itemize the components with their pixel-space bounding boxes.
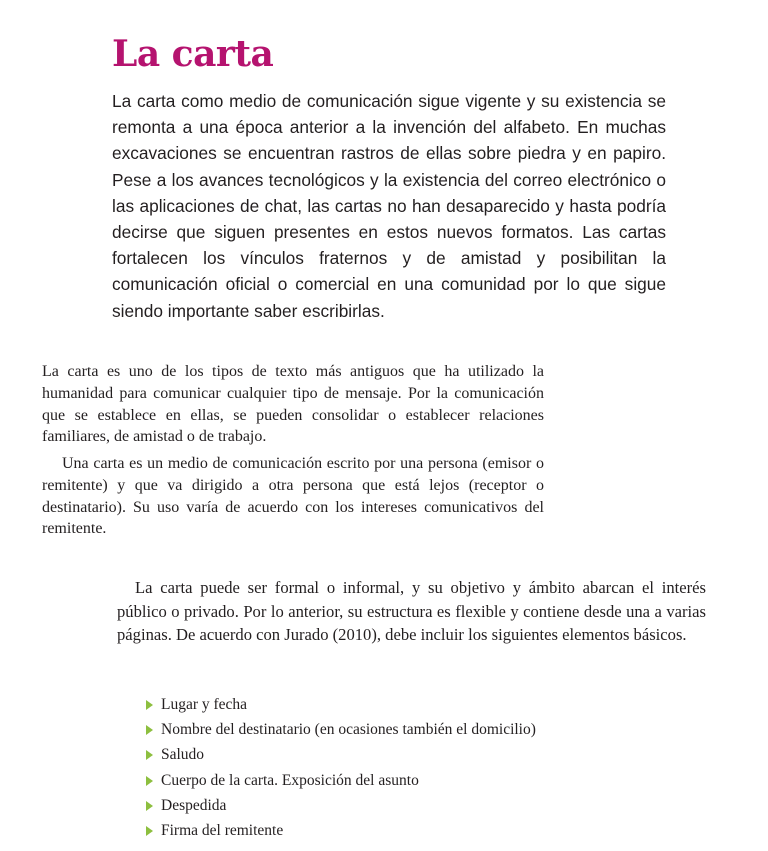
- body-paragraph-2: Una carta es un medio de comunicación escrito por una persona (emisor o remitente) y que va dirigido a otra persona que está lejos (receptor o destinatario). Su uso varía de acuerdo con los intereses comunicativos del remitente.: [42, 455, 544, 538]
- list-item: [146, 768, 536, 793]
- list-item: [146, 692, 536, 717]
- body-paragraph-1: La carta es uno de los tipos de texto más antiguos que ha utilizado la humanidad para comunicar cualquier tipo de mensaje. Por la comunicación que se establece en ellas, se pueden consolidar o establecer relaciones familiares, de amistad o de trabajo.: [42, 363, 544, 446]
- list-item: [146, 742, 536, 767]
- list-item-label: Firma del remitente: [161, 821, 284, 839]
- list-item: [146, 793, 536, 818]
- body-paragraph-3: La carta puede ser formal o informal, y su objetivo y ámbito abarcan el interés público o privado. Por lo anterior, su estructura es flexible y contiene desde una a varias páginas. De acuerdo con Jurado (2010), debe incluir los siguientes elementos básicos.: [117, 578, 706, 644]
- triangle-bullet-icon: [146, 725, 153, 735]
- triangle-bullet-icon: [146, 750, 153, 760]
- triangle-bullet-icon: [146, 801, 153, 811]
- triangle-bullet-icon: [146, 776, 153, 786]
- list-item-label: Saludo: [161, 746, 205, 764]
- triangle-bullet-icon: [146, 700, 153, 710]
- page-title: La carta: [112, 33, 274, 75]
- list-item-label: Nombre del destinatario (en ocasiones también el domicilio): [161, 721, 536, 739]
- list-item-label: Lugar y fecha: [161, 696, 248, 713]
- list-item: [146, 717, 536, 742]
- letter-elements-list: [146, 692, 536, 843]
- list-item-label: Cuerpo de la carta. Exposición del asunto: [161, 771, 419, 789]
- triangle-bullet-icon: [146, 826, 153, 836]
- list-item: [146, 818, 536, 843]
- list-item-label: Despedida: [161, 796, 227, 814]
- intro-paragraph: La carta como medio de comunicación sigue vigente y su existencia se remonta a una época anterior a la invención del alfabeto. En muchas excavaciones se encuentran rastros de ellas sobre piedra y en papiro. Pese a los avances tecnológicos y la existencia del correo electrónico o las aplicaciones de chat, las cartas no han desaparecido y hasta podría decirse que siguen presentes en estos nuevos formatos. Las cartas fortalecen los vínculos fraternos y de amistad y posibilitan la comunicación oficial o comercial en una comunidad por lo que sigue siendo importante saber escribirlas.: [112, 91, 666, 321]
